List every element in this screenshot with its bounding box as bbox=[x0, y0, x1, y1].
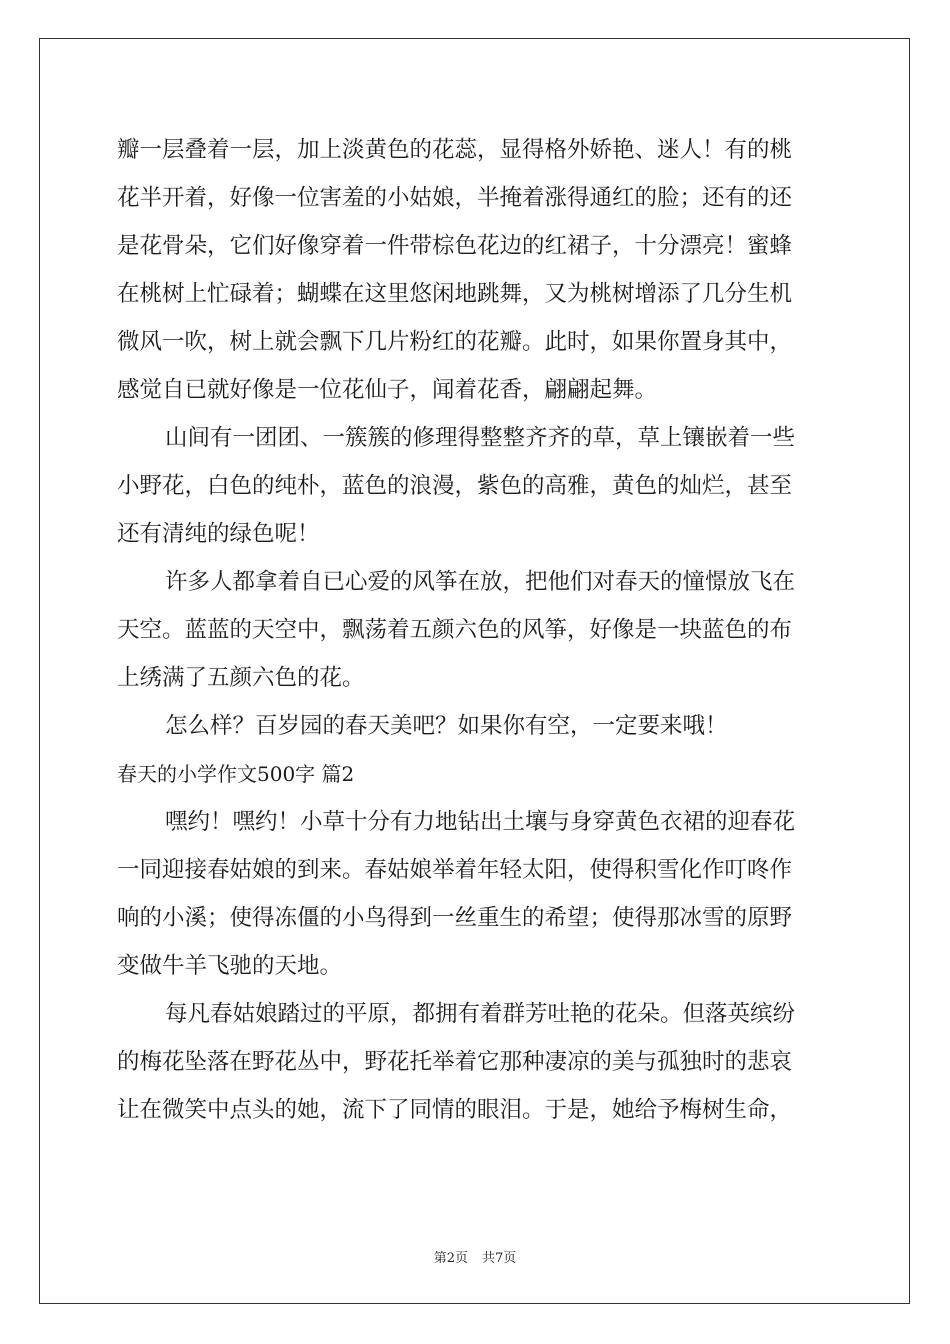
text-line: 小野花，白色的纯朴，蓝色的浪漫，紫色的高雅，黄色的灿烂，甚至 bbox=[117, 473, 793, 499]
text-line: 山间有一团团、一簇簇的修理得整整齐齐的草，草上镶嵌着一些 bbox=[165, 425, 796, 451]
page-footer bbox=[0, 1247, 950, 1266]
text-line: 一同迎接春姑娘的到来。春姑娘举着年轻太阳，使得积雪化作叮咚作 bbox=[117, 857, 793, 883]
text-line: 在桃树上忙碌着；蝴蝶在这里悠闲地跳舞，又为桃树增添了几分生机 bbox=[117, 281, 793, 307]
text-line: 怎么样？百岁园的春天美吧？如果你有空，一定要来哦！ bbox=[165, 713, 728, 739]
text-line: 微风一吹，树上就会飘下几片粉红的花瓣。此时，如果你置身其中， bbox=[117, 329, 793, 355]
section-heading: 春天的小学作文500字 篇2 bbox=[117, 762, 355, 786]
text-line: 上绣满了五颜六色的花。 bbox=[117, 665, 365, 691]
document-body bbox=[117, 126, 833, 1134]
text-line: 天空。蓝蓝的天空中，飘荡着五颜六色的风筝，好像是一块蓝色的布 bbox=[117, 617, 793, 643]
text-line: 是花骨朵，它们好像穿着一件带棕色花边的红裙子，十分漂亮！蜜蜂 bbox=[117, 233, 793, 259]
text-line: 瓣一层叠着一层，加上淡黄色的花蕊，显得格外娇艳、迷人！有的桃 bbox=[117, 137, 793, 163]
text-line: 花半开着，好像一位害羞的小姑娘，半掩着涨得通红的脸；还有的还 bbox=[117, 185, 793, 211]
text-line: 变做牛羊飞驰的天地。 bbox=[117, 953, 343, 979]
text-line: 让在微笑中点头的她，流下了同情的眼泪。于是，她给予梅树生命， bbox=[117, 1097, 793, 1123]
text-line: 响的小溪；使得冻僵的小鸟得到一丝重生的希望；使得那冰雪的原野 bbox=[117, 905, 793, 931]
text-line: 每凡春姑娘踏过的平原，都拥有着群芳吐艳的花朵。但落英缤纷 bbox=[165, 1001, 796, 1027]
page-number: 第2页 bbox=[433, 1251, 468, 1266]
text-line: 感觉自已就好像是一位花仙子，闻着花香，翩翩起舞。 bbox=[117, 377, 658, 403]
text-line: 嘿约！嘿约！小草十分有力地钻出土壤与身穿黄色衣裙的迎春花 bbox=[165, 809, 796, 835]
text-line: 的梅花坠落在野花丛中，野花托举着它那种凄凉的美与孤独时的悲哀 bbox=[117, 1049, 793, 1075]
text-line: 许多人都拿着自已心爱的风筝在放，把他们对春天的憧憬放飞在 bbox=[165, 569, 796, 595]
text-line: 还有清纯的绿色呢！ bbox=[117, 521, 320, 547]
page-total: 共7页 bbox=[482, 1251, 517, 1266]
